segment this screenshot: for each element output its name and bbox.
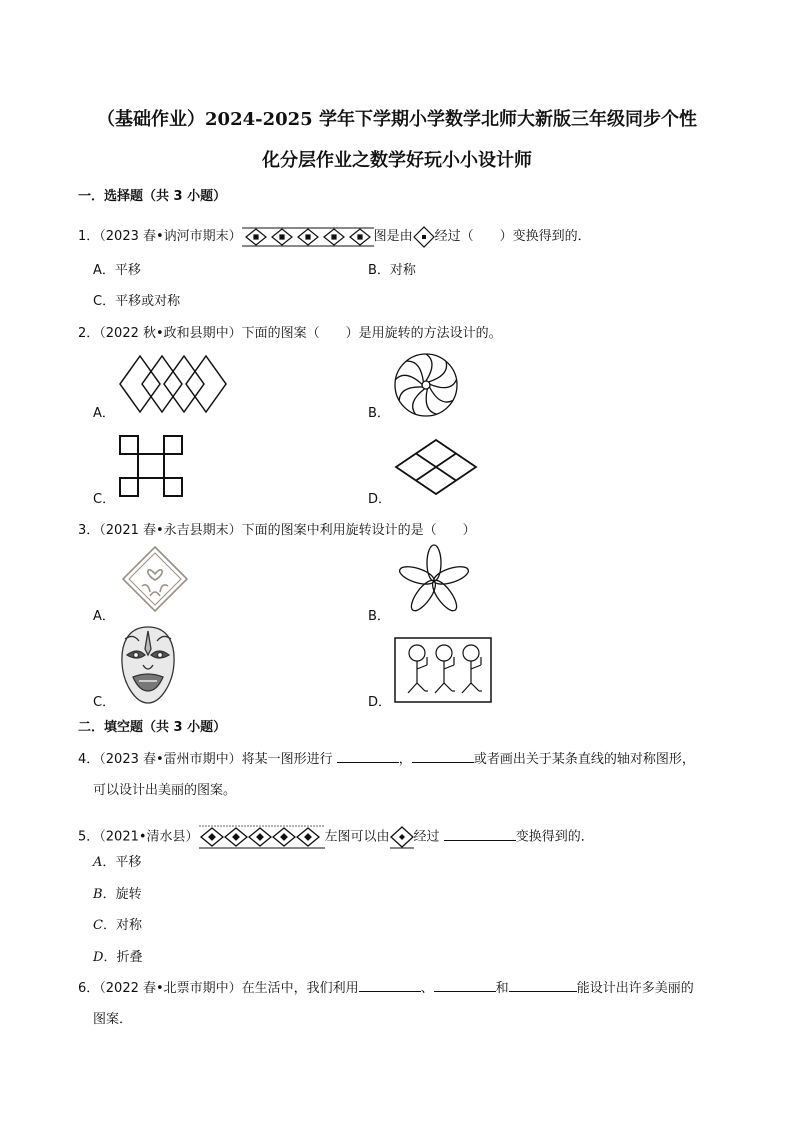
- question-6-prefix: 6．（2022 春•北票市期中）在生活中，我们利用: [78, 981, 359, 996]
- question-5-suffix: 变换得到的．: [515, 829, 594, 845]
- q5-blank[interactable]: [444, 828, 516, 841]
- q4-blank-2[interactable]: [412, 750, 474, 763]
- question-5-prefix: 5．（2021•清水县）: [78, 829, 199, 845]
- q6-blank-3[interactable]: [509, 979, 577, 992]
- q3-c-opera-mask: [117, 625, 179, 705]
- section-heading-fill: 二．填空题（共 3 小题）: [78, 720, 227, 735]
- question-4-prefix: 4．（2023 春•雷州市期中）将某一图形进行: [78, 752, 333, 767]
- q4-blank-1[interactable]: [337, 750, 399, 763]
- question-1-suffix: 经过（ ）变换得到的．: [434, 229, 591, 244]
- q1-option-a[interactable]: A．平移: [93, 263, 141, 278]
- page-title-line1: （基础作业）2024-2025 学年下学期小学数学北师大新版三年级同步个性: [97, 109, 697, 130]
- q2-option-a[interactable]: A．: [93, 406, 115, 421]
- q3-option-b[interactable]: B．: [368, 609, 390, 624]
- q6-blank-1[interactable]: [359, 979, 421, 992]
- question-1: [78, 225, 591, 248]
- q5-option-b[interactable]: [93, 883, 142, 902]
- question-5-mid2: 经过: [413, 829, 440, 845]
- diamond-strip-figure: [199, 824, 325, 850]
- q5-option-c-text: ．对称: [102, 918, 142, 933]
- q1-option-b[interactable]: B．对称: [368, 263, 416, 278]
- question-4-line2: 可以设计出美丽的图案。: [93, 783, 237, 798]
- question-4-sep: ，: [398, 752, 412, 767]
- q2-option-b[interactable]: B．: [368, 406, 390, 421]
- q6-blank-2[interactable]: [434, 979, 496, 992]
- q3-b-five-petal-flower: [398, 543, 470, 617]
- question-5-mid: 左图可以由: [324, 829, 390, 845]
- question-6-sep2: 和: [495, 981, 509, 996]
- q3-option-c[interactable]: C．: [93, 695, 116, 710]
- q2-option-d[interactable]: D．: [368, 492, 392, 507]
- question-6: [78, 977, 694, 996]
- question-1-mid: 图是由: [373, 229, 413, 244]
- q5-option-d-text: ．折叠: [103, 950, 143, 965]
- question-2: 2．（2022 秋•政和县期中）下面的图案（ ）是用旋转的方法设计的。: [78, 326, 502, 341]
- section-heading-choice: 一．选择题（共 3 小题）: [78, 189, 227, 204]
- q3-option-a[interactable]: A．: [93, 609, 115, 624]
- question-4-suffix: 或者画出关于某条直线的轴对称图形，: [473, 752, 695, 767]
- q1-option-c[interactable]: C．平移或对称: [93, 294, 181, 309]
- q5-option-b-text: ．旋转: [102, 887, 142, 902]
- q2-c-square-grid: [118, 434, 184, 498]
- q5-option-b-letter: B: [93, 887, 103, 902]
- q2-b-swirl-circle: [393, 352, 459, 418]
- question-6-suffix: 能设计出许多美丽的: [576, 981, 694, 996]
- q5-option-c-letter: C: [93, 918, 103, 933]
- q2-a-overlapping-diamonds: [118, 354, 228, 414]
- q2-d-rhombus-grid: [394, 438, 478, 496]
- pattern-strip-figure: [242, 226, 374, 248]
- q5-option-a-letter: A: [93, 855, 103, 870]
- question-6-sep1: 、: [420, 981, 434, 996]
- q3-option-d[interactable]: D．: [368, 695, 392, 710]
- question-3: 3．（2021 春•永吉县期末）下面的图案中利用旋转设计的是（ ）: [78, 523, 476, 538]
- question-4: [78, 748, 695, 767]
- diamond-unit-figure: [413, 226, 435, 248]
- q5-option-a[interactable]: [93, 851, 141, 870]
- q5-option-a-text: ．平移: [102, 855, 142, 870]
- q3-a-paper-cut-diamond: [120, 544, 190, 614]
- q2-option-c[interactable]: C．: [93, 492, 116, 507]
- q5-option-c[interactable]: [93, 914, 142, 933]
- question-5: [78, 824, 594, 850]
- question-1-prefix: 1．（2023 春•讷河市期末）: [78, 229, 242, 244]
- q5-option-d-letter: D: [93, 950, 104, 965]
- diamond-unit-figure-2: [390, 824, 414, 850]
- q5-option-d[interactable]: [93, 946, 142, 965]
- question-6-line2: 图案．: [93, 1012, 133, 1027]
- q3-d-three-figures-box: [394, 637, 492, 703]
- page-title-line2: 化分层作业之数学好玩小小设计师: [262, 150, 532, 171]
